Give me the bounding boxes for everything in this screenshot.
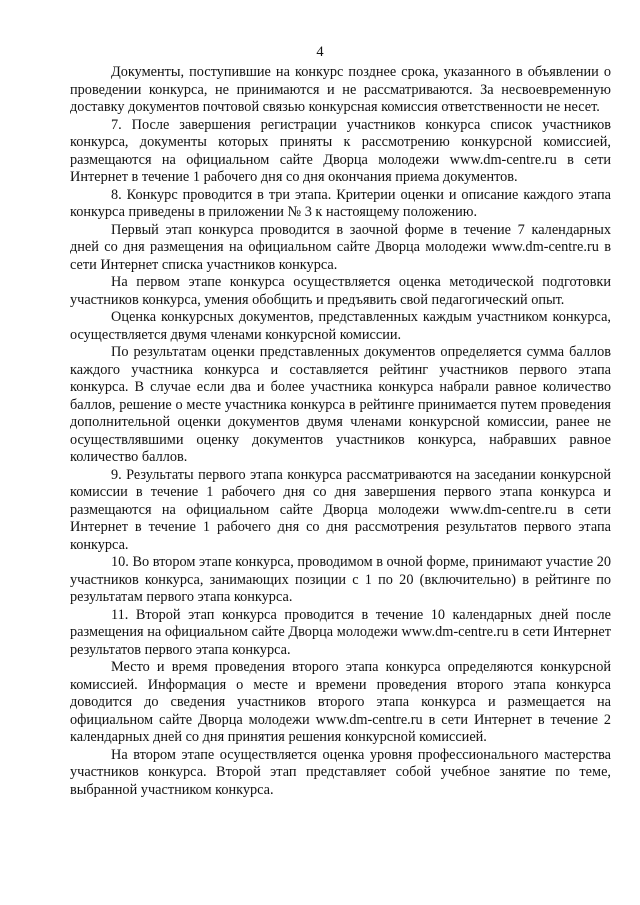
paragraph-item-7: 7. После завершения регистрации участников конкурса список участников конкурса, документы которых приняты к рассмотрению конкурсной комиссией, размещаются на официальном сайте Дворца молодежи www.dm-centre.ru в сети Интернет в течение 1 рабочего дня со дня окончания приема документов. xyxy=(70,116,611,185)
paragraph-second-stage-assessment: На втором этапе осуществляется оценка уровня профессионального мастерства участников конкурса. Второй этап представляет собой учебное занятие по теме, выбранной участником конкурса. xyxy=(70,746,611,798)
paragraph-document-evaluation: Оценка конкурсных документов, представленных каждым участником конкурса, осуществляется двумя членами конкурсной комиссии. xyxy=(70,309,611,343)
paragraph-item-9: 9. Результаты первого этапа конкурса рассматриваются на заседании конкурсной комиссии в течение 1 рабочего дня со дня завершения первого этапа конкурса и размещаются на официальном сайте Дворца молодежи www.dm-centre.ru в сети Интернет в течение 1 рабочего дня со дня рассмотрения результатов первого этапа конкурса. xyxy=(70,466,611,553)
paragraph-first-stage-assessment: На первом этапе конкурса осуществляется оценка методической подготовки участников конкурса, умения обобщить и предъявить свой педагогический опыт. xyxy=(70,274,611,308)
paragraph-first-stage: Первый этап конкурса проводится в заочной форме в течение 7 календарных дней со дня размещения на официальном сайте Дворца молодежи www.dm-centre.ru в сети Интернет списка участников конкурса. xyxy=(70,221,611,273)
paragraph-late-documents: Документы, поступившие на конкурс позднее срока, указанного в объявлении о проведении конкурса, не принимаются и не рассматриваются. За несвоевременную доставку документов почтовой связью конкурсная комиссия ответственности не несет. xyxy=(70,64,611,115)
page-number: 4 xyxy=(316,44,324,60)
paragraph-second-stage-venue: Место и время проведения второго этапа конкурса определяются конкурсной комиссией. Информация о месте и времени проведения второго этапа конкурса доводится до сведения участников второго этапа конкурса и размещается на официальном сайте Дворца молодежи www.dm-centre.ru в сети Интернет в течение 2 календарных дней со дня принятия решения конкурсной комиссией. xyxy=(70,659,611,745)
paragraph-rating: По результатам оценки представленных документов определяется сумма баллов каждого участника конкурса и составляется рейтинг участников первого этапа конкурса. В случае если два и более участника конкурса набрали равное количество баллов, решение о месте участника конкурса в рейтинге принимается путем проведения дополнительной оценки документов двумя членами конкурсной комиссии, ранее не осуществлявшими оценку документов участников конкурса, набравших равное количество баллов. xyxy=(70,344,611,465)
paragraph-item-8: 8. Конкурс проводится в три этапа. Критерии оценки и описание каждого этапа конкурса приведены в приложении № 3 к настоящему положению. xyxy=(70,186,611,220)
paragraph-item-11: 11. Второй этап конкурса проводится в течение 10 календарных дней после размещения на официальном сайте Дворца молодежи www.dm-centre.ru в сети Интернет результатов первого этапа конкурса. xyxy=(70,606,611,658)
document-body xyxy=(70,64,611,799)
paragraph-item-10: 10. Во втором этапе конкурса, проводимом в очной форме, принимают участие 20 участников конкурса, занимающих позиции с 1 по 20 (включительно) в рейтинге по результатам первого этапа конкурса. xyxy=(70,554,611,605)
